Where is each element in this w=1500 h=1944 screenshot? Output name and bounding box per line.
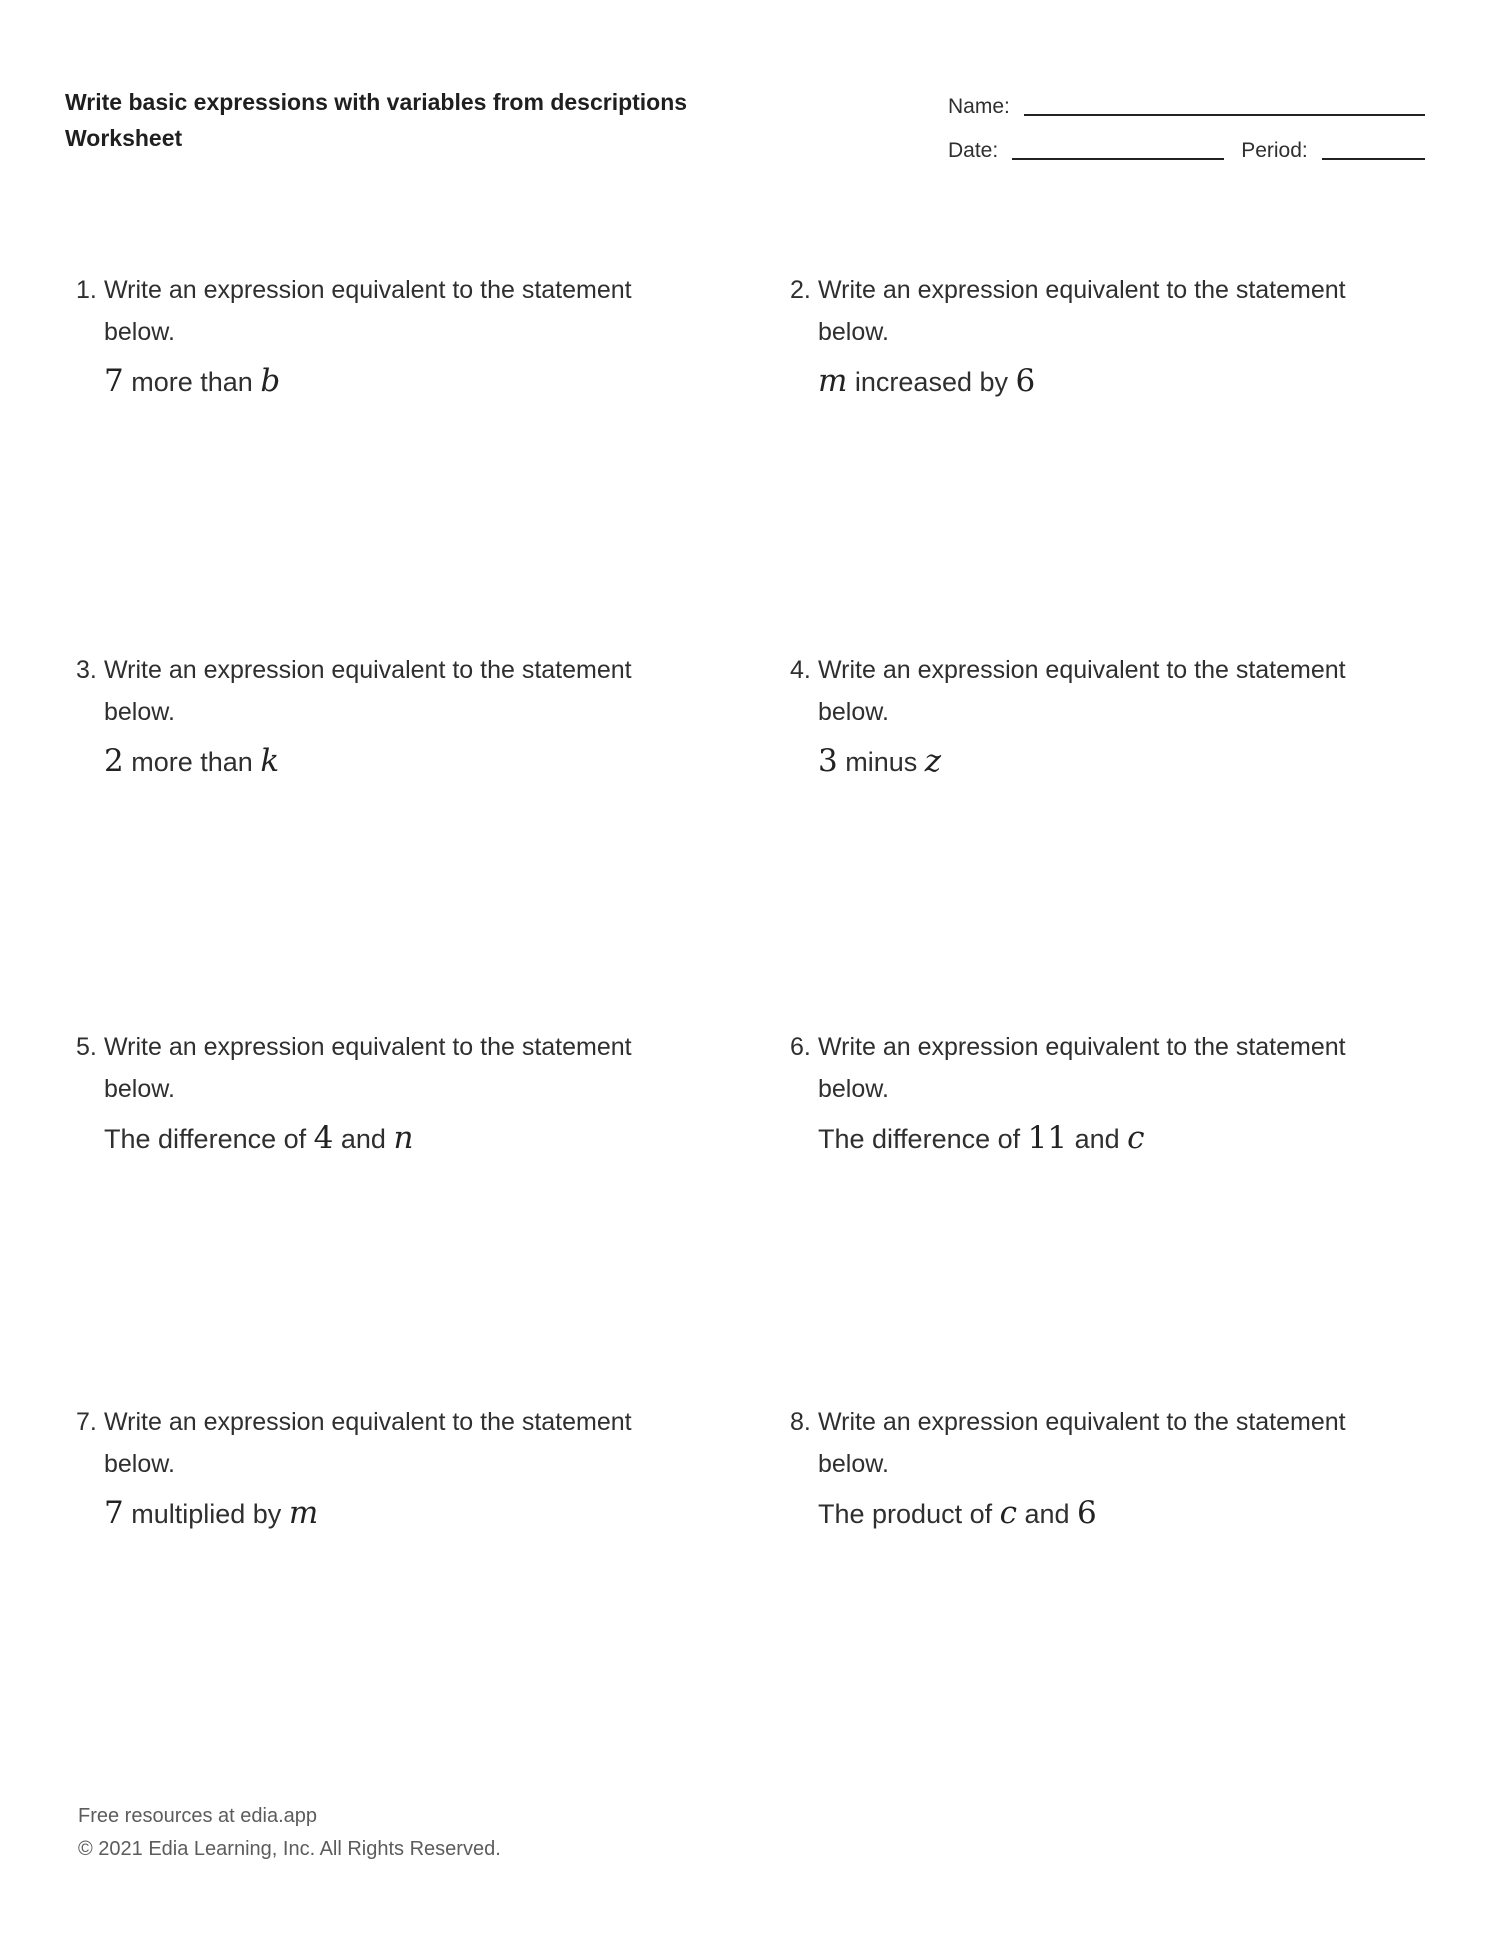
expression-variable: n <box>393 1120 414 1156</box>
question-4-prompt-line2: below. <box>818 698 889 726</box>
expression-word: The difference of <box>104 1124 314 1154</box>
expression-word: and <box>1067 1124 1128 1154</box>
question-5-expression <box>104 1116 724 1162</box>
worksheet-title <box>65 84 687 156</box>
expression-word: multiplied by <box>123 1499 289 1529</box>
expression-word: The product of <box>818 1499 1000 1529</box>
question-3-prompt <box>76 649 724 691</box>
expression-word: The difference of <box>818 1124 1028 1154</box>
question-8-prompt <box>790 1401 1438 1443</box>
question-3 <box>76 649 724 785</box>
period-label: Period: <box>1241 139 1308 162</box>
question-2-prompt <box>790 269 1438 311</box>
expression-number: 3 <box>818 743 838 779</box>
question-7-prompt-line2: below. <box>104 1450 175 1478</box>
question-4-prompt <box>790 649 1438 691</box>
question-2-prompt-line2: below. <box>818 318 889 346</box>
question-5-prompt <box>76 1026 724 1068</box>
question-7-expression <box>104 1491 724 1537</box>
expression-number: 7 <box>104 363 124 399</box>
question-8-prompt-line1: Write an expression equivalent to the statement <box>818 1408 1346 1436</box>
question-1-number: 1. <box>76 276 97 304</box>
expression-number: 11 <box>1027 1120 1068 1156</box>
name-label: Name: <box>948 95 1010 118</box>
expression-number: 6 <box>1077 1495 1097 1531</box>
name-field-row <box>948 92 1425 118</box>
question-1-prompt <box>76 269 724 311</box>
question-4-number: 4. <box>790 656 811 684</box>
question-5-number: 5. <box>76 1033 97 1061</box>
question-4-prompt-line1: Write an expression equivalent to the statement <box>818 656 1346 684</box>
expression-number: 4 <box>313 1120 334 1156</box>
question-2 <box>790 269 1438 405</box>
question-1 <box>76 269 724 405</box>
question-8-number: 8. <box>790 1408 811 1436</box>
question-1-expression <box>104 359 724 405</box>
footer-copyright-line: © 2021 Edia Learning, Inc. All Rights Reserved. <box>78 1838 501 1860</box>
question-4 <box>790 649 1438 785</box>
expression-number: 7 <box>104 1495 124 1531</box>
question-6-number: 6. <box>790 1033 811 1061</box>
expression-word: increased by <box>847 367 1016 397</box>
expression-number: 6 <box>1015 363 1036 399</box>
expression-word: minus <box>837 747 925 777</box>
question-6-expression <box>818 1116 1438 1162</box>
expression-word: and <box>333 1124 394 1154</box>
question-3-prompt-line1: Write an expression equivalent to the statement <box>104 656 632 684</box>
worksheet-title-line1: Write basic expressions with variables from descriptions <box>65 89 688 115</box>
question-7 <box>76 1401 724 1537</box>
name-blank-line <box>1024 102 1425 116</box>
expression-variable: k <box>260 743 280 779</box>
expression-word: and <box>1016 1499 1078 1529</box>
question-2-expression <box>818 359 1438 405</box>
question-3-prompt-line2: below. <box>104 698 175 726</box>
page-footer <box>78 1800 501 1866</box>
question-7-prompt <box>76 1401 724 1443</box>
expression-word: more than <box>123 367 261 397</box>
question-6-prompt-line1: Write an expression equivalent to the statement <box>818 1033 1346 1061</box>
question-2-number: 2. <box>790 276 811 304</box>
question-8-expression <box>818 1491 1438 1537</box>
date-blank-line <box>1012 146 1224 160</box>
question-8 <box>790 1401 1438 1537</box>
expression-variable: c <box>1127 1120 1145 1156</box>
question-5 <box>76 1026 724 1162</box>
date-label: Date: <box>948 139 999 162</box>
expression-word: more than <box>123 747 261 777</box>
question-4-expression <box>818 739 1438 785</box>
footer-resources-line: Free resources at edia.app <box>78 1805 318 1827</box>
question-3-expression <box>104 739 724 785</box>
expression-number: 2 <box>104 743 124 779</box>
question-7-prompt-line1: Write an expression equivalent to the statement <box>104 1408 632 1436</box>
question-8-prompt-line2: below. <box>818 1450 889 1478</box>
question-3-number: 3. <box>76 656 97 684</box>
expression-variable: m <box>288 1495 319 1531</box>
question-7-number: 7. <box>76 1408 97 1436</box>
question-5-prompt-line1: Write an expression equivalent to the statement <box>104 1033 632 1061</box>
question-2-prompt-line1: Write an expression equivalent to the statement <box>818 276 1346 304</box>
expression-variable: m <box>818 363 848 399</box>
expression-variable: z <box>924 743 942 779</box>
expression-variable: b <box>260 363 281 399</box>
question-6 <box>790 1026 1438 1162</box>
expression-variable: c <box>999 1495 1017 1531</box>
question-1-prompt-line2: below. <box>104 318 175 346</box>
period-blank-line <box>1322 146 1425 160</box>
question-6-prompt <box>790 1026 1438 1068</box>
question-1-prompt-line1: Write an expression equivalent to the statement <box>104 276 632 304</box>
worksheet-title-line2: Worksheet <box>65 125 183 151</box>
date-field-row <box>948 136 1425 162</box>
question-5-prompt-line2: below. <box>104 1075 175 1103</box>
question-6-prompt-line2: below. <box>818 1075 889 1103</box>
